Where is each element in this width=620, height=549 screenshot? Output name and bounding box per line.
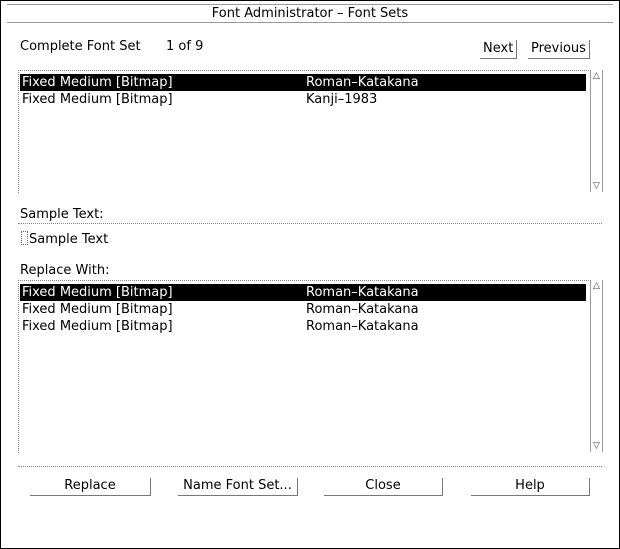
font-name: Fixed Medium [Bitmap] <box>22 319 173 334</box>
list-item[interactable] <box>20 74 586 91</box>
font-encoding: Roman–Katakana <box>306 285 419 300</box>
font-name: Fixed Medium [Bitmap] <box>22 302 173 317</box>
font-encoding: Kanji–1983 <box>306 92 378 107</box>
font-encoding: Roman–Katakana <box>306 302 419 317</box>
sample-divider <box>18 223 602 224</box>
scroll-up-icon[interactable]: △ <box>593 281 600 291</box>
replace-with-list[interactable] <box>18 280 589 453</box>
list-item[interactable] <box>20 301 586 318</box>
font-set-rows <box>20 74 586 108</box>
sample-text-label: Sample Text: <box>20 207 104 222</box>
previous-button[interactable]: Previous <box>528 40 590 59</box>
close-button[interactable]: Close <box>324 478 443 496</box>
replace-with-rows <box>20 284 586 335</box>
font-set-label: Complete Font Set <box>20 39 141 54</box>
sample-text-value: Sample Text <box>29 232 109 247</box>
name-font-set-button[interactable]: Name Font Set... <box>178 478 298 496</box>
scroll-down-icon[interactable]: ▽ <box>593 181 600 191</box>
next-button[interactable]: Next <box>480 40 517 59</box>
sample-text-field[interactable] <box>21 231 321 247</box>
replace-scrollbar[interactable] <box>590 280 603 452</box>
font-encoding: Roman–Katakana <box>306 319 419 334</box>
font-name: Fixed Medium [Bitmap] <box>22 285 173 300</box>
font-set-list[interactable] <box>18 70 589 193</box>
replace-with-label: Replace With: <box>20 263 110 278</box>
list-item[interactable] <box>20 318 586 335</box>
scroll-down-icon[interactable]: ▽ <box>593 441 600 451</box>
font-set-counter: 1 of 9 <box>166 39 204 54</box>
font-encoding: Roman–Katakana <box>306 75 419 90</box>
font-set-scrollbar[interactable] <box>590 70 603 192</box>
replace-button[interactable]: Replace <box>30 478 151 496</box>
help-button[interactable]: Help <box>471 478 590 496</box>
scroll-up-icon[interactable]: △ <box>593 71 600 81</box>
font-name: Fixed Medium [Bitmap] <box>22 75 173 90</box>
font-name: Fixed Medium [Bitmap] <box>22 92 173 107</box>
list-item[interactable] <box>20 284 586 301</box>
window-title: Font Administrator – Font Sets <box>7 4 613 23</box>
footer-divider <box>18 466 602 467</box>
text-cursor-icon <box>21 231 28 245</box>
list-item[interactable] <box>20 91 586 108</box>
